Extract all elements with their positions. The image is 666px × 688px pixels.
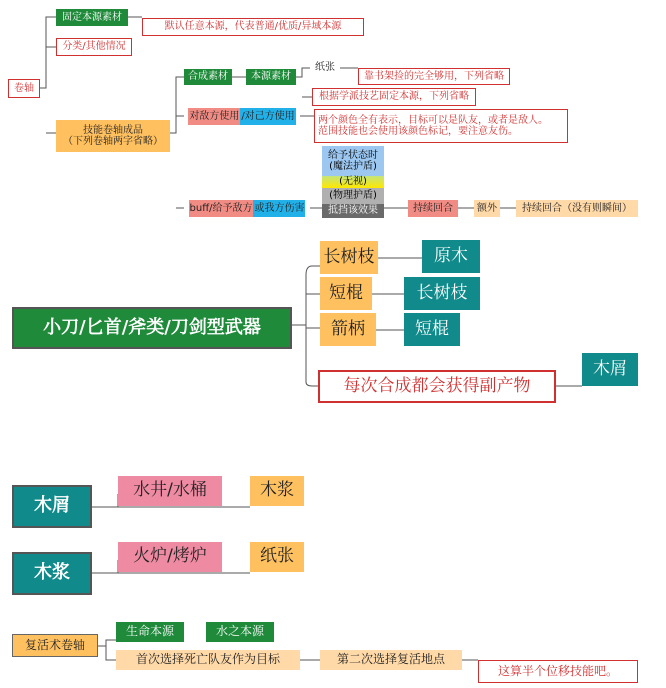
duration-node: 持续回合 xyxy=(408,200,458,217)
skill-scroll-line1: 技能卷轴成品 xyxy=(83,124,143,136)
weapon-item-2: 箭柄 xyxy=(320,313,376,346)
weapon-material-0: 原木 xyxy=(422,240,480,273)
status-block xyxy=(322,146,384,218)
byproduct-item-node: 木屑 xyxy=(582,353,638,386)
wood-pulp-result: 纸张 xyxy=(250,542,304,572)
weapon-root-node: 小刀/匕首/斧类/刀剑型武器 xyxy=(12,307,292,349)
revive-note: 这算半个位移技能吧。 xyxy=(478,660,638,683)
wood-pulp-station: 火炉/烤炉 xyxy=(118,542,222,572)
revive-source-water: 水之本源 xyxy=(206,622,274,642)
source-note: 根据学派技艺固定本源，下列省略 xyxy=(312,88,476,106)
duration-instant-node: 持续回合（没有则瞬间） xyxy=(516,200,638,217)
fixed-source-note: 默认任意本源，代表普通/优质/异域本源 xyxy=(142,18,364,36)
classify-node: 分类/其他情况 xyxy=(56,38,132,56)
wood-chips-station: 水井/水桶 xyxy=(118,476,222,506)
use-self-label: /对己方使用 xyxy=(240,108,295,125)
paper-node: 纸张 xyxy=(315,61,335,73)
byproduct-node: 每次合成都会获得副产物 xyxy=(318,370,556,403)
revive-root: 复活术卷轴 xyxy=(12,634,98,657)
revive-step-2: 第二次选择复活地点 xyxy=(320,650,462,670)
status-phys-shield: (物理护盾) xyxy=(322,188,384,204)
buff-node xyxy=(184,200,310,217)
status-invis: (无视) xyxy=(322,176,384,188)
synth-material-node: 合成素材 xyxy=(184,69,232,85)
status-magic-shield xyxy=(322,146,384,176)
status-resist: 抵挡该效果 xyxy=(322,204,384,218)
color-note xyxy=(314,109,568,143)
extra-node: 额外 xyxy=(474,200,500,217)
color-note-line2: 范围技能也会使用该颜色标记，要注意友伤。 xyxy=(318,126,518,137)
weapon-material-2: 短棍 xyxy=(404,313,460,346)
source-material-node: 本源素材 xyxy=(246,69,296,85)
wood-pulp-root: 木浆 xyxy=(12,552,92,595)
status-line2: (魔法护盾) xyxy=(329,161,377,172)
fixed-source-node: 固定本源素材 xyxy=(56,9,128,26)
status-line1: 给予状态时 xyxy=(328,149,378,161)
buff-label-a: buff/给予敌方 xyxy=(189,200,254,217)
revive-source-life: 生命本源 xyxy=(116,622,184,642)
weapon-item-1: 短棍 xyxy=(320,277,372,310)
wood-chips-root: 木屑 xyxy=(12,485,92,528)
weapon-item-0: 长树枝 xyxy=(320,241,378,274)
wood-chips-result: 木浆 xyxy=(250,476,304,506)
buff-label-b: 或我方伤害 xyxy=(253,200,305,217)
color-note-line1: 两个颜色全有表示，目标可以是队友，或者是敌人。 xyxy=(318,114,548,126)
revive-step-1: 首次选择死亡队友作为目标 xyxy=(116,650,300,670)
scroll-root-node: 卷轴 xyxy=(8,79,40,98)
weapon-material-1: 长树枝 xyxy=(404,277,480,310)
target-use-node xyxy=(184,108,300,125)
paper-note: 靠书架捡的完全够用，下列省略 xyxy=(358,68,510,85)
skill-scroll-line2: （下列卷轴两字省略） xyxy=(63,136,163,147)
skill-scroll-node xyxy=(56,120,170,152)
use-enemy-label: 对敌方使用 xyxy=(188,108,240,125)
